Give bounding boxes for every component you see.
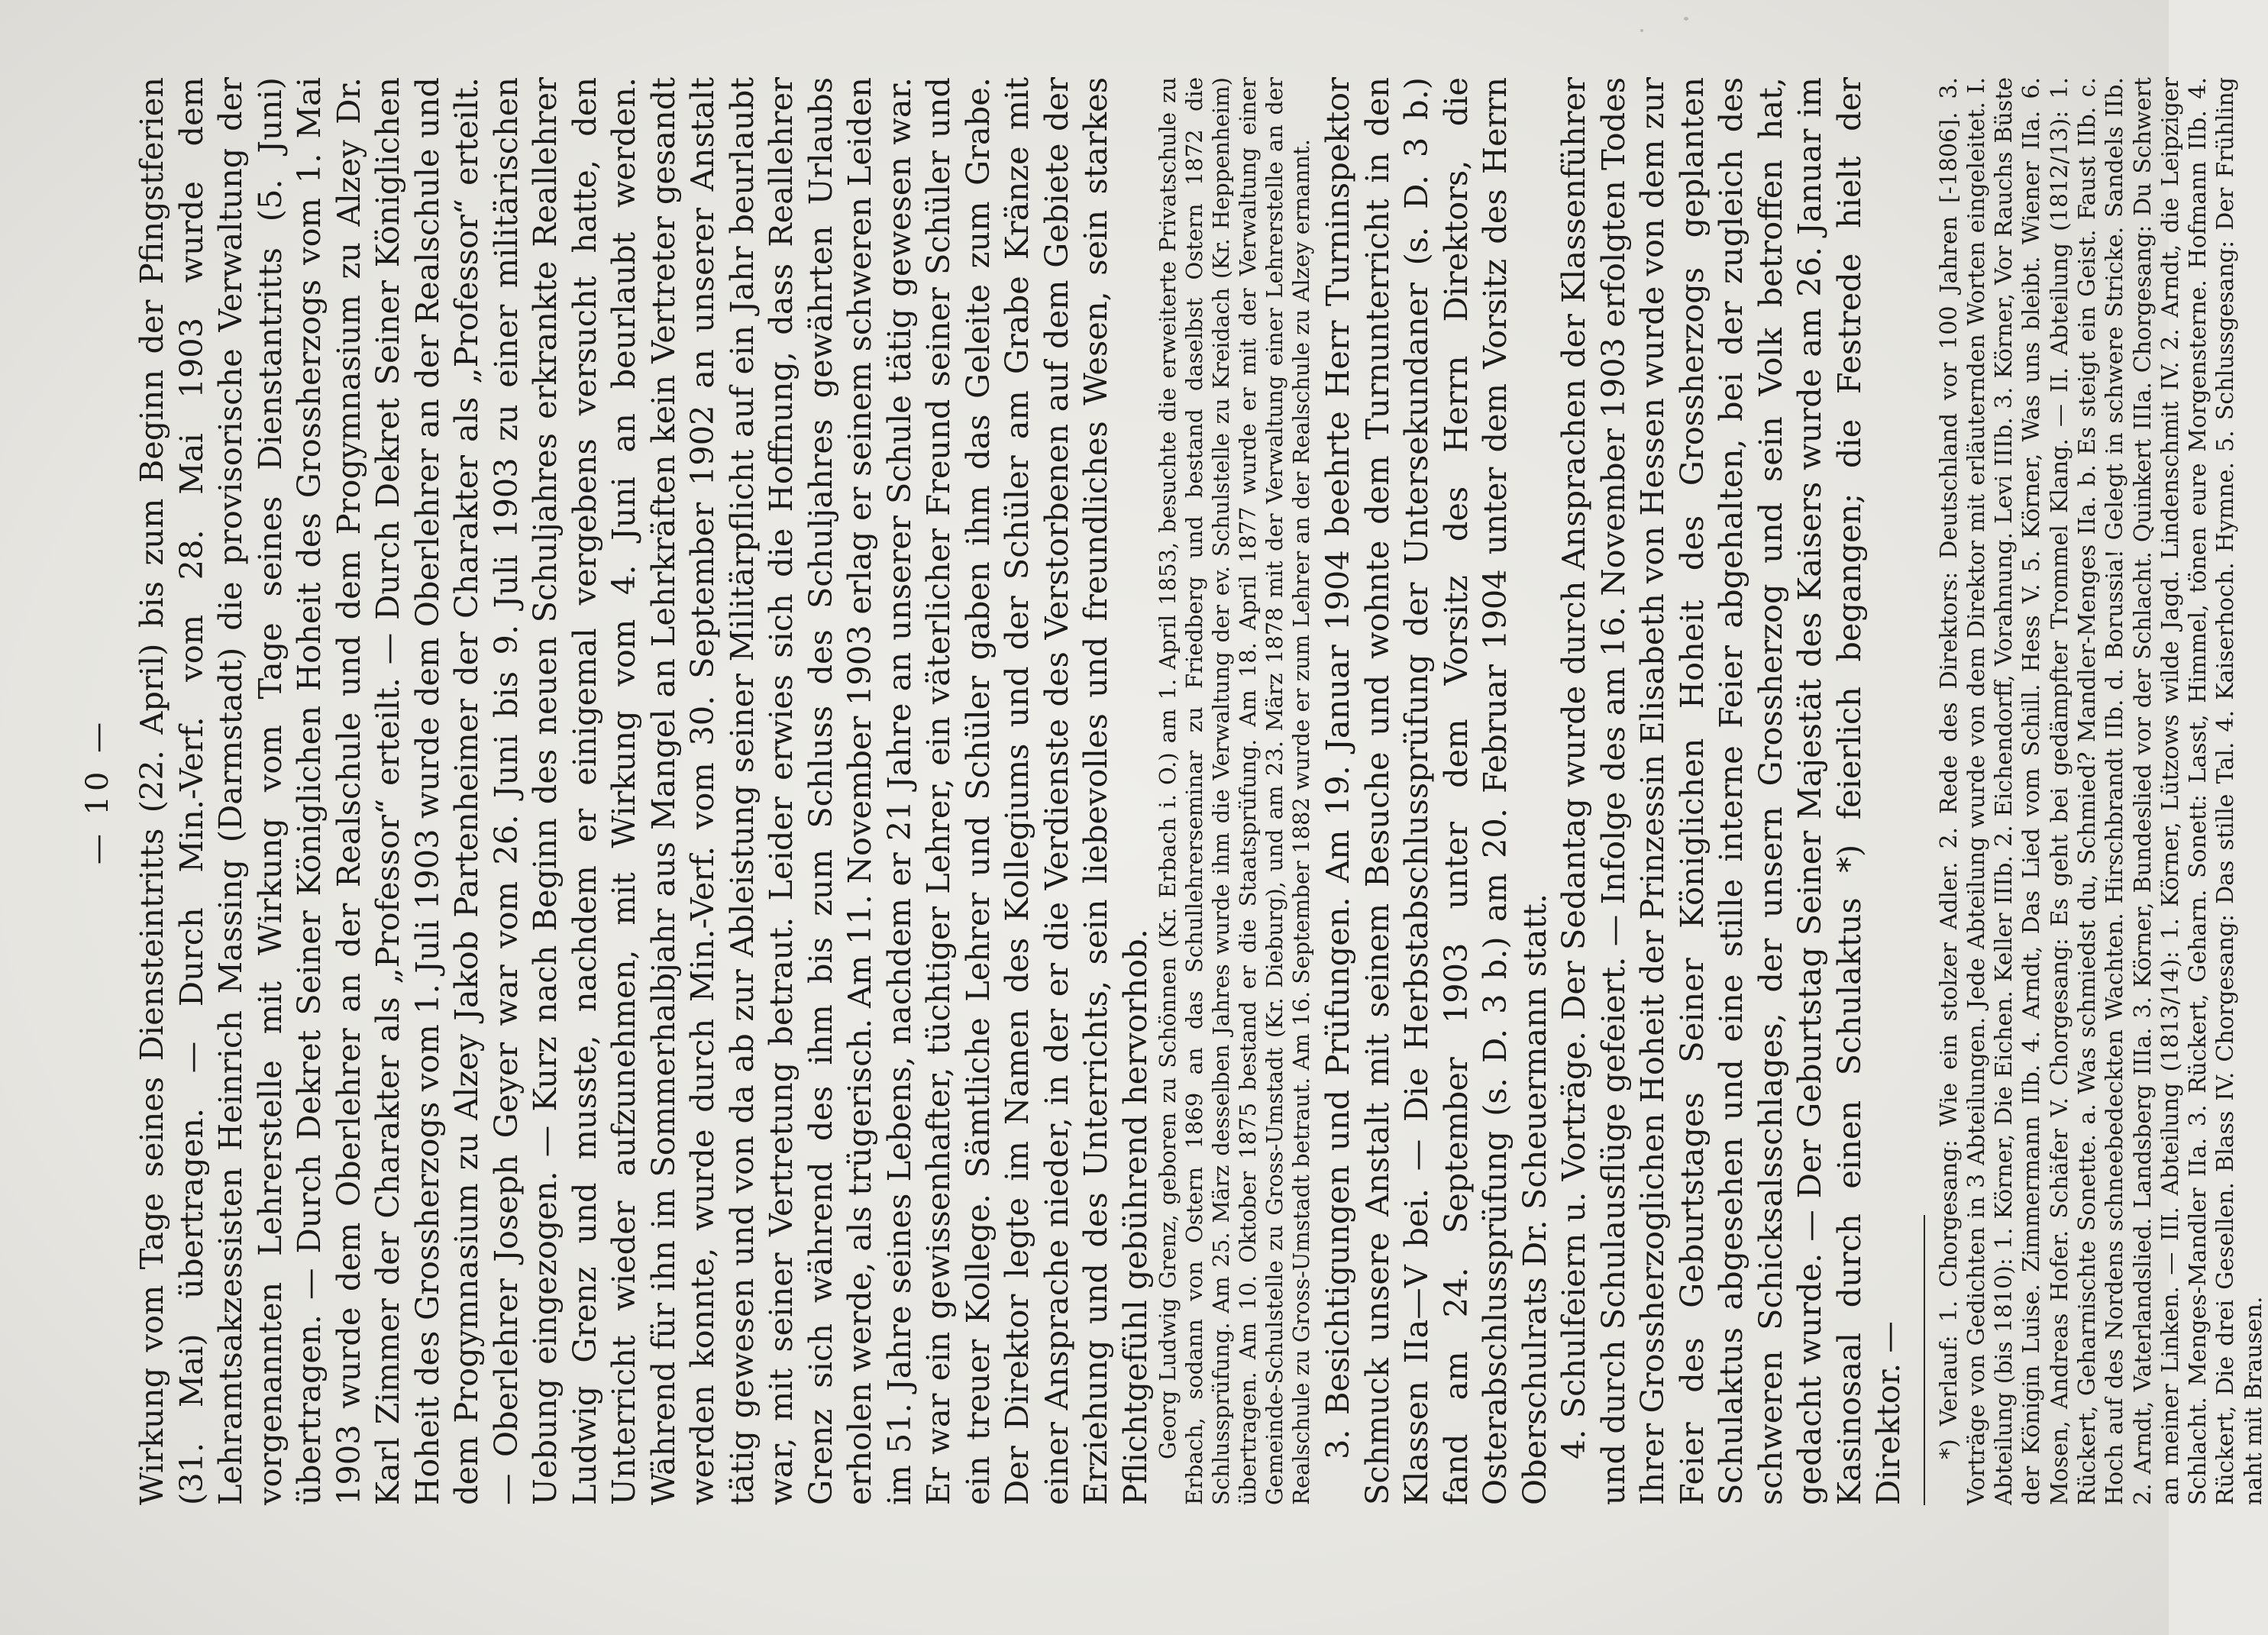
footnote <box>1936 77 2268 1505</box>
paragraph-grenz-biography: Georg Ludwig Grenz, geboren zu Schönnen (Kr. Erbach i. O.) am 1. April 1853, besuchte die erweiterte Privatschule zu Erbach, sodann von Ostern 1869 an das Schullehrerseminar zu Friedberg und bestand daselbst Ostern 1872 die Schlussprüfung. Am 25. März desselben Jahres wurde ihm die Verwaltung der ev. Schulstelle zu Kreidach (Kr. Heppenheim) übertragen. Am 10. Oktober 1875 bestand er die Staatsprüfung. Am 18. April 1877 wurde er mit der Verwaltung einer Gemeinde-Schulstelle zu Gross-Umstadt (Kr. Dieburg), und am 23. März 1878 mit der Verwaltung einer Lehrerstelle an der Realschule zu Gross-Umstadt betraut. Am 16. September 1882 wurde er zum Lehrer an der Realschule zu Alzey ernannt. <box>1155 77 1314 1505</box>
paragraph-staff-changes: Wirkung vom Tage seines Diensteintritts (22. April) bis zum Beginn der Pfingstferien (31. Mai) übertragen. — Durch Min.-Verf. vom 28. Mai 1903 wurde dem Lehramtsakzessisten Heinrich Massing (Darmstadt) die provisorische Verwaltung der vorgenannten Lehrerstelle mit Wirkung vom Tage seines Dienstantritts (5. Juni) übertragen. — Durch Dekret Seiner Königlichen Hoheit des Grossherzogs vom 1. Mai 1903 wurde dem Oberlehrer an der Realschule und dem Progymnasium zu Alzey Dr. Karl Zimmer der Charakter als „Professor“ erteilt. — Durch Dekret Seiner Königlichen Hoheit des Grossherzogs vom 1. Juli 1903 wurde dem Oberlehrer an der Realschule und dem Progymnasium zu Alzey Jakob Partenheimer der Charakter als „Professor“ erteilt. — Oberlehrer Joseph Geyer war vom 26. Juni bis 9. Juli 1903 zu einer militärischen Uebung eingezogen. — Kurz nach Beginn des neuen Schuljahres erkrankte Reallehrer Ludwig Grenz und musste, nachdem er einigemal vergebens versucht hatte, den Unterricht wieder aufzunehmen, mit Wirkung vom 4. Juni an beurlaubt werden. Während für ihn im Sommerhalbjahr aus Mangel an Lehrkräften kein Vertreter gesandt werden konnte, wurde durch Min.-Verf. vom 30. September 1902 an unserer Anstalt tätig gewesen und von da ab zur Ableistung seiner Militärpflicht auf ein Jahr beurlaubt war, mit seiner Vertretung betraut. Leider erwies sich die Hoffnung, dass Reallehrer Grenz sich während des ihm bis zum Schluss des Schuljahres gewährten Urlaubs erholen werde, als trügerisch. Am 11. November 1903 erlag er seinem schweren Leiden im 51. Jahre seines Lebens, nachdem er 21 Jahre an unserer Schule tätig gewesen war. Er war ein gewissenhafter, tüchtiger Lehrer, ein väterlicher Freund seiner Schüler und ein treuer Kollege. Sämtliche Lehrer und Schüler gaben ihm das Geleite zum Grabe. Der Direktor legte im Namen des Kollegiums und der Schüler am Grabe Kränze mit einer Ansprache nieder, in der er die Verdienste des Verstorbenen auf dem Gebiete der Erziehung und des Unterrichts, sein liebevolles und freundliches Wesen, sein starkes Pflichtgefühl gebührend hervorhob. <box>133 77 1154 1505</box>
paragraph-school-celebrations: 4. Schulfeiern u. Vorträge. Der Sedantag wurde durch Ansprachen der Klassenführer und durch Schulausflüge gefeiert. — Infolge des am 16. November 1903 erfolgten Todes Ihrer Grossherzoglichen Hoheit der Prinzessin Elisabeth von Hessen wurde von dem zur Feier des Geburtstages Seiner Königlichen Hoheit des Grossherzogs geplanten Schulaktus abgesehen und eine stille interne Feier abgehalten, bei der zugleich des schweren Schicksalsschlages, der unsern Grossherzog und sein Volk betroffen hat, gedacht wurde. — Der Geburtstag Seiner Majestät des Kaisers wurde am 26. Januar im Kasinosaal durch einen Schulaktus *) feierlich begangen; die Festrede hielt der Direktor. — <box>1555 76 1907 1505</box>
page-number: — 10 — <box>80 717 115 865</box>
footnote-text: *) Verlauf: 1. Chorgesang: Wie ein stolzer Adler. 2. Rede des Direktors: Deutschland vor 100 Jahren [-1806]. 3. Vorträge von Gedichten in 3 Abteilungen. Jede Abteilung wurde von dem Direktor mit erläuternden Worten eingeleitet. I. Abteilung (bis 1810): 1. Körner, Die Eichen. Keller IIIb. 2. Eichendorff, Vorahnung. Levi IIIb. 3. Körner, Vor Rauchs Büste der Königin Luise. Zimmermann IIb. 4. Arndt, Das Lied vom Schill. Hess V. 5. Körner, Was uns bleibt. Wiener IIa. 6. Mosen, Andreas Hofer. Schäfer V. Chorgesang: Es geht bei gedämpfter Trommel Klang. — II. Abteilung (1812/13): 1. Rückert, Geharnischte Sonette. a. Was schmiedst du, Schmied? Mandler-Menges IIa. b. Es steigt ein Geist. Faust IIb. c. Hoch auf des Nordens schneebedeckten Wachten. Hirschbrandt IIb. d. Borussia! Gelegt in schwere Stricke. Sandels IIb. 2. Arndt, Vaterlandslied. Landsberg IIIa. 3. Körner, Bundeslied vor der Schlacht. Quinkert IIIa. Chorgesang: Du Schwert an meiner Linken. — III. Abteilung (1813/14): 1. Körner, Lützows wilde Jagd. Lindenschmit IV. 2. Arndt, die Leipziger Schlacht. Menges-Mandler IIa. 3. Rückert, Geharn. Sonett: Lasst, Himmel, tönen eure Morgensterne. Hofmann IIb. 4. Rückert, Die drei Gesellen. Blass IV. Chorgesang: Das stille Tal. 4. Kaiserhoch. Hymne. 5. Schlussgesang: Der Frühling naht mit Brausen. <box>1935 77 2267 1505</box>
footnote-divider <box>1924 1215 1925 1505</box>
document-page <box>80 76 2267 1505</box>
main-text-lower <box>1318 77 1908 1505</box>
main-text-upper <box>132 77 1155 1505</box>
biography-note <box>1155 77 1315 1505</box>
paragraph-inspections-exams: 3. Besichtigungen und Prüfungen. Am 19. Januar 1904 beehrte Herr Turninspektor Schmuck unsere Anstalt mit seinem Besuche und wohnte dem Turnunterricht in den Klassen IIa—V bei. — Die Herbstabschlussprüfung der Untersekundaner (s. D. 3 b.) fand am 24. September 1903 unter dem Vorsitz des Herrn Direktors, die Osterabschlussprüfung (s. D. 3 b.) am 20. Februar 1904 unter dem Vorsitz des Herrn Oberschulrats Dr. Scheuermann statt. <box>1319 77 1553 1505</box>
